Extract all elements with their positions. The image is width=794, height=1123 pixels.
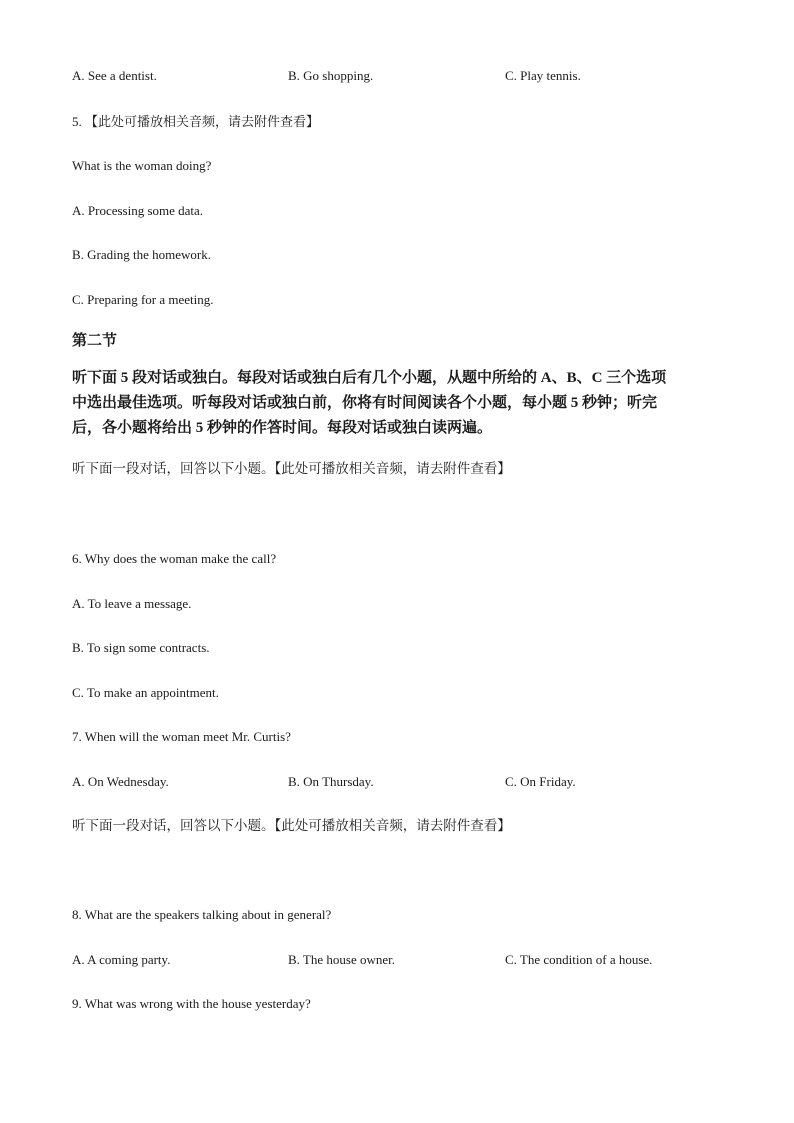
q5-option-c: C. Preparing for a meeting. xyxy=(72,292,214,307)
q4-option-a: A. See a dentist. xyxy=(72,68,157,83)
q7-question: 7. When will the woman meet Mr. Curtis? xyxy=(72,729,291,744)
q8-option-b: B. The house owner. xyxy=(288,952,395,967)
q4-option-b: B. Go shopping. xyxy=(288,68,374,83)
instructions-line-2: 中选出最佳选项。听每段对话或独白前，你将有时间阅读各个小题，每小题 5 秒钟；听完 xyxy=(72,395,658,411)
section2-instructions xyxy=(72,366,732,441)
q9-question: 9. What was wrong with the house yesterday? xyxy=(72,996,311,1011)
q7-options xyxy=(72,774,752,790)
instructions-line-3: 后，各小题将给出 5 秒钟的作答时间。每段对话或独白读两遍。 xyxy=(72,420,493,436)
dialog1-prompt: 听下面一段对话，回答以下小题。【此处可播放相关音频，请去附件查看】 xyxy=(72,461,511,476)
section2-heading: 第二节 xyxy=(72,333,118,349)
q7-option-a: A. On Wednesday. xyxy=(72,774,169,789)
q4-options xyxy=(72,68,752,84)
q7-option-c: C. On Friday. xyxy=(505,774,576,789)
q4-option-c: C. Play tennis. xyxy=(505,68,581,83)
q6-question: 6. Why does the woman make the call? xyxy=(72,551,277,566)
q6-option-c: C. To make an appointment. xyxy=(72,685,219,700)
dialog2-prompt: 听下面一段对话，回答以下小题。【此处可播放相关音频，请去附件查看】 xyxy=(72,818,511,833)
q8-options xyxy=(72,952,752,968)
instructions-line-1: 听下面 5 段对话或独白。每段对话或独白后有几个小题，从题中所给的 A、B、C 三个选项 xyxy=(72,370,667,386)
q7-option-b: B. On Thursday. xyxy=(288,774,374,789)
q5-option-b: B. Grading the homework. xyxy=(72,247,212,262)
q6-option-a: A. To leave a message. xyxy=(72,596,192,611)
q5-number: 5. 【此处可播放相关音频，请去附件查看】 xyxy=(72,114,320,129)
q8-option-c: C. The condition of a house. xyxy=(505,952,653,967)
q6-option-b: B. To sign some contracts. xyxy=(72,640,210,655)
q5-question: What is the woman doing? xyxy=(72,158,212,173)
q8-question: 8. What are the speakers talking about in general? xyxy=(72,907,332,922)
q8-option-a: A. A coming party. xyxy=(72,952,171,967)
q5-option-a: A. Processing some data. xyxy=(72,203,204,218)
